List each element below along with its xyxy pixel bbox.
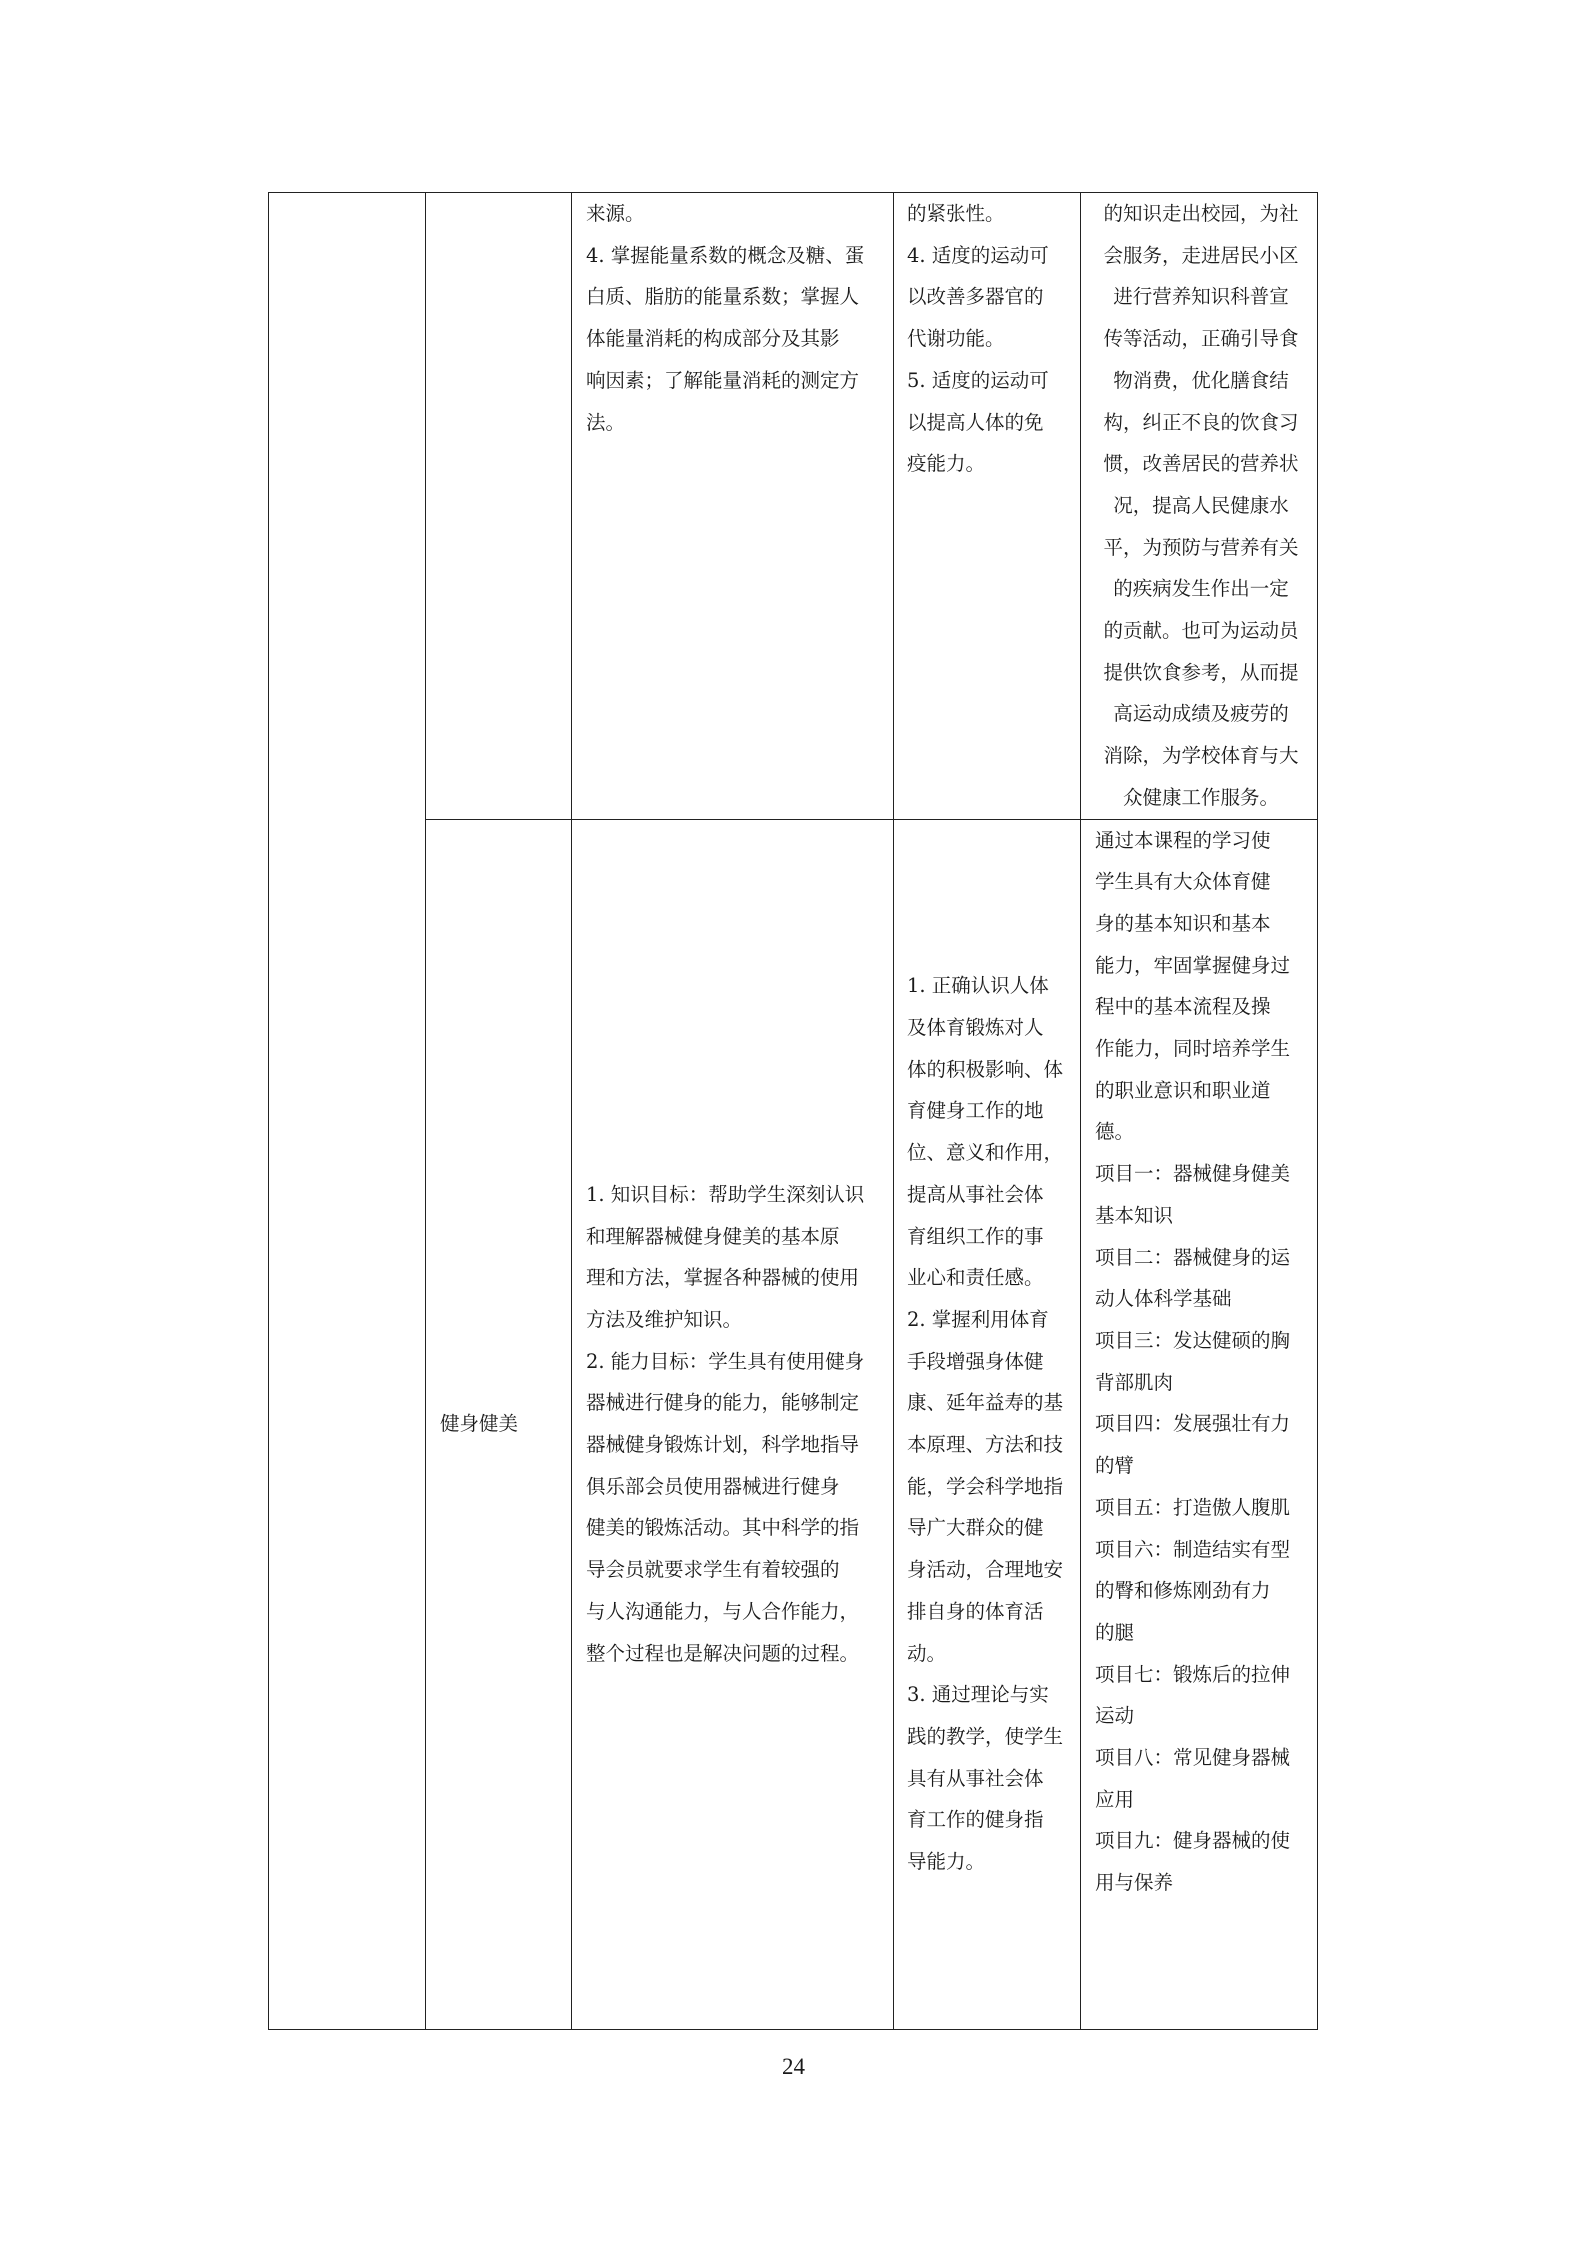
text-line: 的职业意识和职业道 bbox=[1095, 1078, 1271, 1102]
text-line: 动人体科学基础 bbox=[1095, 1287, 1232, 1311]
text-line: 作能力，同时培养学生 bbox=[1095, 1037, 1291, 1061]
text-line: 体的积极影响、体 bbox=[907, 1057, 1064, 1081]
text-line: 提供饮食参考，从而提 bbox=[1103, 660, 1299, 684]
text-line: 法。 bbox=[586, 410, 626, 434]
text-line: 进行营养知识科普宣 bbox=[1113, 285, 1289, 309]
text-line: 康、延年益寿的基 bbox=[907, 1391, 1064, 1415]
text-line: 况，提高人民健康水 bbox=[1113, 493, 1289, 517]
text-line: 的臂 bbox=[1095, 1454, 1135, 1478]
text-line: 身活动，合理地安 bbox=[907, 1558, 1064, 1582]
course-name-cell bbox=[426, 819, 572, 2029]
text-line: 以提高人体的免 bbox=[907, 410, 1044, 434]
text-line: 4. 适度的运动可 bbox=[907, 243, 1049, 267]
course-table bbox=[268, 192, 1318, 2030]
text-line: 项目六：制造结实有型 bbox=[1095, 1537, 1291, 1561]
text-line: 4. 掌握能量系数的概念及糖、蛋 bbox=[586, 243, 865, 267]
text-line: 导会员就要求学生有着较强的 bbox=[586, 1558, 840, 1582]
text-line: 以改善多器官的 bbox=[907, 285, 1044, 309]
text-line: 运动 bbox=[1095, 1704, 1135, 1728]
goals-cell bbox=[894, 819, 1081, 2029]
text-line: 传等活动，正确引导食 bbox=[1103, 327, 1299, 351]
text-line: 能，学会科学地指 bbox=[907, 1474, 1064, 1498]
text-line: 的知识走出校园，为社 bbox=[1103, 202, 1299, 225]
text-line: 身的基本知识和基本 bbox=[1095, 911, 1271, 935]
text-line: 理和方法，掌握各种器械的使用 bbox=[586, 1266, 860, 1290]
text-line: 项目九：健身器械的使 bbox=[1095, 1829, 1291, 1853]
text-line: 手段增强身体健 bbox=[907, 1349, 1044, 1373]
text-line: 项目七：锻炼后的拉伸 bbox=[1095, 1662, 1291, 1686]
text-line: 通过本课程的学习使 bbox=[1095, 828, 1271, 852]
text-line: 践的教学，使学生 bbox=[907, 1724, 1064, 1748]
text-line: 物消费，优化膳食结 bbox=[1113, 368, 1289, 392]
text-line: 和理解器械健身健美的基本原 bbox=[586, 1224, 840, 1248]
text-line: 1. 知识目标：帮助学生深刻认识 bbox=[586, 1182, 865, 1206]
text-line: 位、意义和作用， bbox=[907, 1141, 1064, 1165]
text-line: 基本知识 bbox=[1095, 1203, 1174, 1227]
text-line: 的臀和修炼刚劲有力 bbox=[1095, 1579, 1271, 1603]
text-line: 导广大群众的健 bbox=[907, 1516, 1044, 1540]
text-line: 整个过程也是解决问题的过程。 bbox=[586, 1641, 860, 1665]
page-number: 24 bbox=[782, 2054, 805, 2079]
text-line: 项目五：打造傲人腹肌 bbox=[1095, 1495, 1291, 1519]
text-line: 动。 bbox=[907, 1641, 947, 1665]
objectives-cell bbox=[572, 819, 894, 2029]
goals-text bbox=[907, 965, 1070, 1882]
text-line: 消除，为学校体育与大 bbox=[1103, 744, 1299, 768]
text-line: 学生具有大众体育健 bbox=[1095, 870, 1271, 894]
text-line: 排自身的体育活 bbox=[907, 1599, 1044, 1623]
table-row bbox=[269, 193, 1318, 820]
goals-cell bbox=[894, 193, 1081, 820]
text-line: 背部肌肉 bbox=[1095, 1370, 1174, 1394]
text-line: 众健康工作服务。 bbox=[1122, 785, 1279, 809]
category-cell bbox=[269, 193, 426, 2030]
content-text bbox=[1095, 820, 1307, 1904]
text-line: 1. 正确认识人体 bbox=[907, 974, 1049, 998]
objectives-text bbox=[586, 193, 881, 443]
text-line: 具有从事社会体 bbox=[907, 1766, 1044, 1790]
content-text bbox=[1095, 193, 1307, 819]
text-line: 响因素；了解能量消耗的测定方 bbox=[586, 368, 860, 392]
content-cell bbox=[1081, 819, 1318, 2029]
text-line: 2. 能力目标：学生具有使用健身 bbox=[586, 1349, 865, 1373]
text-line: 项目二：器械健身的运 bbox=[1095, 1245, 1291, 1269]
text-line: 来源。 bbox=[586, 202, 645, 225]
text-line: 的紧张性。 bbox=[907, 202, 1005, 225]
text-line: 疫能力。 bbox=[907, 452, 986, 476]
text-line: 高运动成绩及疲劳的 bbox=[1113, 702, 1289, 726]
text-line: 用与保养 bbox=[1095, 1871, 1174, 1895]
course-name: 健身健美 bbox=[440, 1412, 519, 1436]
text-line: 提高从事社会体 bbox=[907, 1182, 1044, 1206]
text-line: 平，为预防与营养有关 bbox=[1103, 535, 1299, 559]
text-line: 俱乐部会员使用器械进行健身 bbox=[586, 1474, 840, 1498]
text-line: 能力，牢固掌握健身过 bbox=[1095, 953, 1291, 977]
text-line: 项目八：常见健身器械 bbox=[1095, 1746, 1291, 1770]
text-line: 白质、脂肪的能量系数；掌握人 bbox=[586, 285, 860, 309]
text-line: 程中的基本流程及操 bbox=[1095, 995, 1271, 1019]
text-line: 项目一：器械健身健美 bbox=[1095, 1162, 1291, 1186]
table-row bbox=[269, 819, 1318, 2029]
text-line: 德。 bbox=[1095, 1120, 1135, 1144]
goals-text bbox=[907, 193, 1070, 485]
text-line: 项目四：发展强壮有力 bbox=[1095, 1412, 1291, 1436]
text-line: 器械健身锻炼计划，科学地指导 bbox=[586, 1433, 860, 1457]
text-line: 构，纠正不良的饮食习 bbox=[1103, 410, 1299, 434]
text-line: 业心和责任感。 bbox=[907, 1266, 1044, 1290]
text-line: 会服务，走进居民小区 bbox=[1103, 243, 1299, 267]
objectives-text bbox=[586, 1174, 881, 1674]
text-line: 惯，改善居民的营养状 bbox=[1103, 452, 1299, 476]
text-line: 育组织工作的事 bbox=[907, 1224, 1044, 1248]
text-line: 项目三：发达健硕的胸 bbox=[1095, 1328, 1291, 1352]
text-line: 本原理、方法和技 bbox=[907, 1433, 1064, 1457]
text-line: 导能力。 bbox=[907, 1850, 986, 1874]
text-line: 器械进行健身的能力，能够制定 bbox=[586, 1391, 860, 1415]
text-line: 体能量消耗的构成部分及其影 bbox=[586, 327, 840, 351]
text-line: 的疾病发生作出一定 bbox=[1113, 577, 1289, 601]
text-line: 方法及维护知识。 bbox=[586, 1307, 743, 1331]
text-line: 3. 通过理论与实 bbox=[907, 1683, 1049, 1707]
text-line: 2. 掌握利用体育 bbox=[907, 1307, 1049, 1331]
text-line: 代谢功能。 bbox=[907, 327, 1005, 351]
text-line: 的贡献。也可为运动员 bbox=[1103, 619, 1299, 643]
text-line: 与人沟通能力，与人合作能力， bbox=[586, 1599, 860, 1623]
text-line: 健美的锻炼活动。其中科学的指 bbox=[586, 1516, 860, 1540]
text-line: 育健身工作的地 bbox=[907, 1099, 1044, 1123]
content-cell bbox=[1081, 193, 1318, 820]
text-line: 5. 适度的运动可 bbox=[907, 368, 1049, 392]
text-line: 应用 bbox=[1095, 1787, 1135, 1811]
text-line: 育工作的健身指 bbox=[907, 1808, 1044, 1832]
course-name-cell-empty bbox=[426, 193, 572, 820]
text-line: 的腿 bbox=[1095, 1620, 1135, 1644]
text-line: 及体育锻炼对人 bbox=[907, 1016, 1044, 1040]
objectives-cell bbox=[572, 193, 894, 820]
